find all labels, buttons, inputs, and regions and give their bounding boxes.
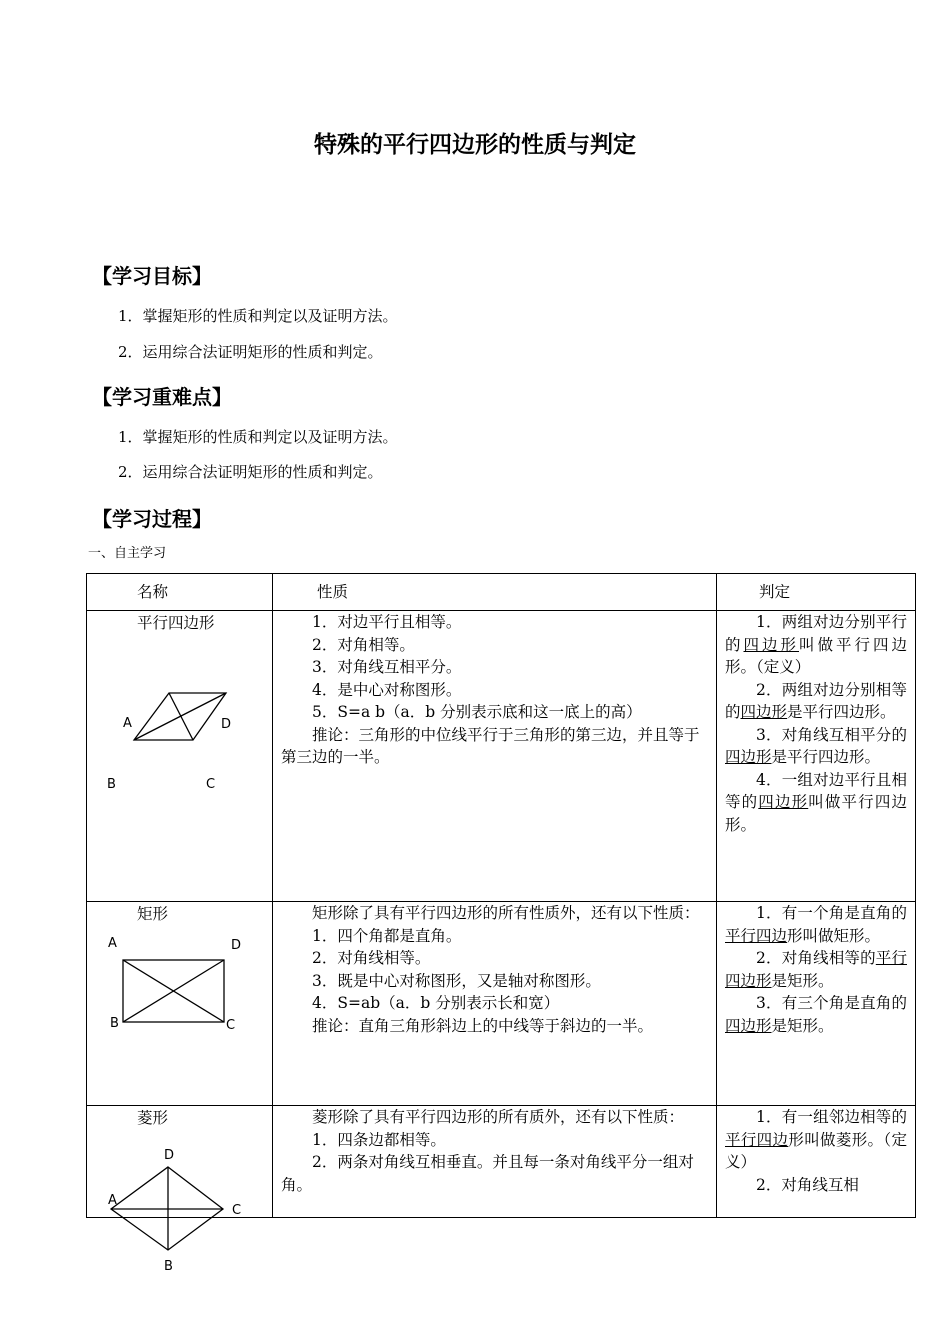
judgment-item: 1．两组对边分别平行的四边形叫做平行四边形。（定义）: [725, 613, 907, 676]
shape-name: 平行四边形: [137, 614, 215, 632]
table-header-row: [87, 574, 916, 611]
shape-name: 矩形: [137, 905, 169, 923]
vertex-label-b: B: [107, 777, 116, 791]
property-item: 2．对角线相等。: [312, 949, 431, 967]
key-point-item: 2．运用综合法证明矩形的性质和判定。: [118, 463, 383, 481]
diagonal: [134, 693, 226, 740]
rhombus-figure: [87, 1106, 256, 1276]
property-item: 2．两条对角线互相垂直。并且每一条对角线平分一组对角。: [281, 1153, 694, 1194]
table-row: [87, 902, 916, 1106]
table-row: [87, 1106, 916, 1218]
judgment-item: 3．有三个角是直角的四边形是矩形。: [725, 994, 907, 1035]
vertex-label-a: A: [108, 1193, 117, 1208]
rhombus-properties: [273, 1106, 717, 1218]
property-item: 5．S=a b（a．b 分别表示底和这一底上的高）: [312, 703, 642, 721]
vertex-label-c: C: [206, 777, 216, 791]
rectangle-properties: [273, 902, 717, 1106]
parallelogram-name-cell: [87, 611, 273, 902]
judgment-item: 2．对角线互相: [756, 1175, 859, 1194]
process-heading: 【学习过程】: [92, 507, 212, 531]
property-item: 1．对边平行且相等。: [312, 613, 462, 631]
objective-item: 2．运用综合法证明矩形的性质和判定。: [118, 343, 383, 361]
objective-item: 1．掌握矩形的性质和判定以及证明方法。: [118, 307, 398, 325]
rhombus-judgment: [717, 1106, 916, 1218]
vertex-label-a: A: [123, 716, 132, 731]
property-item: 4．S=ab（a．b 分别表示长和宽）: [312, 994, 560, 1012]
header-property: 性质: [273, 574, 717, 611]
key-points-heading: 【学习重难点】: [92, 385, 232, 409]
key-point-item: 1．掌握矩形的性质和判定以及证明方法。: [118, 428, 398, 446]
judgment-item: 1．有一个角是直角的平行四边形叫做矩形。: [725, 904, 907, 945]
header-judgment: 判定: [717, 574, 916, 611]
shape-name: 菱形: [137, 1109, 169, 1127]
judgment-item: 2．对角线相等的平行四边形是矩形。: [725, 949, 907, 990]
property-item: 1．四条边都相等。: [312, 1130, 446, 1149]
property-intro: 菱形除了具有平行四边形的所有质外，还有以下性质：: [312, 1108, 685, 1126]
parallelogram-properties: [273, 611, 717, 902]
rectangle-name-cell: [87, 902, 273, 1106]
rhombus-name-cell: [87, 1106, 273, 1274]
property-item: 1．四个角都是直角。: [312, 926, 462, 945]
judgment-item: 3．对角线互相平分的四边形是平行四边形。: [725, 725, 907, 766]
judgment-item: 4．一组对边平行且相等的四边形叫做平行四边形。: [725, 770, 907, 834]
header-name: 名称: [87, 574, 273, 611]
vertex-label-b: B: [164, 1259, 173, 1274]
property-item: 3．既是中心对称图形，又是轴对称图形。: [312, 971, 601, 990]
property-item: 4．是中心对称图形。: [312, 680, 462, 699]
vertex-label-b: B: [110, 1016, 119, 1031]
rectangle-judgment: [717, 902, 916, 1106]
parallelogram-judgment: [717, 611, 916, 902]
vertex-label-c: C: [232, 1203, 242, 1218]
table-row: [87, 611, 916, 902]
judgment-item: 2．两组对边分别相等的四边形是平行四边形。: [725, 680, 907, 721]
page-title: 特殊的平行四边形的性质与判定: [314, 132, 636, 158]
property-item: 2．对角相等。: [312, 635, 415, 654]
vertex-label-c: C: [226, 1018, 236, 1033]
objectives-heading: 【学习目标】: [92, 264, 212, 288]
vertex-label-d: D: [221, 717, 232, 732]
rectangle-figure: [87, 902, 256, 1102]
vertex-label-a: A: [108, 936, 117, 951]
vertex-label-d: D: [231, 938, 242, 953]
property-item: 3．对角线互相平分。: [312, 658, 462, 676]
property-intro: 矩形除了具有平行四边形的所有性质外，还有以下性质：: [312, 904, 700, 922]
process-subheading: 一、自主学习: [88, 546, 167, 561]
vertex-label-d: D: [164, 1148, 175, 1163]
judgment-item: 1．有一组邻边相等的平行四边形叫做菱形。（定义）: [725, 1108, 907, 1171]
parallelogram-figure: [87, 611, 256, 791]
property-corollary: 推论：三角形的中位线平行于三角形的第三边，并且等于第三边的一半。: [281, 725, 700, 766]
property-corollary: 推论：直角三角形斜边上的中线等于斜边的一半。: [312, 1016, 654, 1035]
comparison-table: [86, 573, 916, 1274]
